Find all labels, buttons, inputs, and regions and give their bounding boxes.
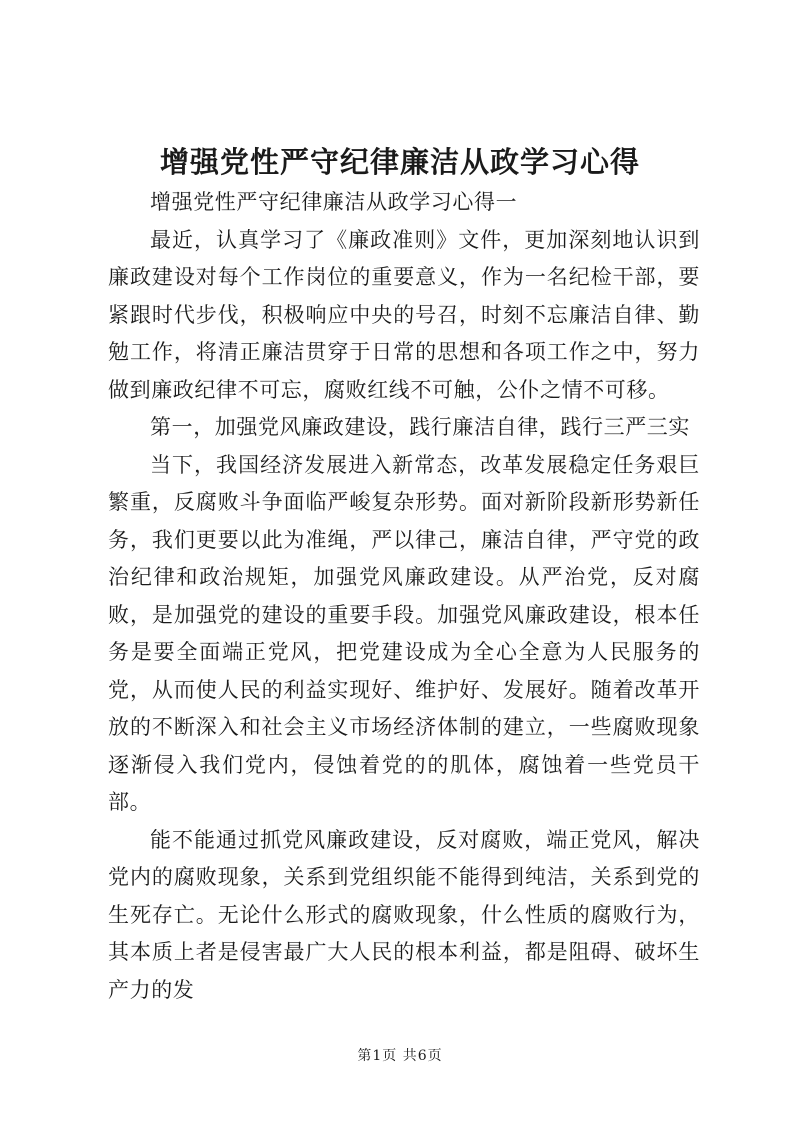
paragraph-section-heading: 第一，加强党风廉政建设，践行廉洁自律，践行三严三实 [150, 415, 690, 439]
paragraph-body: 能不能通过抓党风廉政建设，反对腐败，端正党风，解决党内的腐败现象，关系到党组织能不能得到纯洁，关系到党的生死存亡。无论什么形式的腐败现象，什么性质的腐败行为，其本质上者是侵害最广大人民的根本利益，都是阻碍、破坏生产力的发 [108, 827, 700, 1002]
paragraph-subtitle: 增强党性严守纪律廉洁从政学习心得一 [150, 190, 518, 214]
paragraph-body: 当下，我国经济发展进入新常态，改革发展稳定任务艰巨繁重，反腐败斗争面临严峻复杂形势。面对新阶段新形势新任务，我们更要以此为准绳，严以律己，廉洁自律，严守党的政治纪律和政治规矩，加强党风廉政建设。从严治党，反对腐败，是加强党的建设的重要手段。加强党风廉政建设，根本任务是要全面端正党风，把党建设成为全心全意为人民服务的党，从而使人民的利益实现好、维护好、发展好。随着改革开放的不断深入和社会主义市场经济体制的建立，一些腐败现象逐渐侵入我们党内，侵蚀着党的的肌体，腐蚀着一些党员干部。 [108, 452, 700, 814]
document-body [108, 184, 700, 1009]
page-number-footer: 第1页 共6页 [357, 1048, 443, 1064]
paragraph-intro: 最近，认真学习了《廉政准则》文件，更加深刻地认识到廉政建设对每个工作岗位的重要意义，作为一名纪检干部，要紧跟时代步伐，积极响应中央的号召，时刻不忘廉洁自律、勤勉工作，将清正廉洁贯穿于日常的思想和各项工作之中，努力做到廉政纪律不可忘，腐败红线不可触，公仆之情不可移。 [108, 227, 700, 402]
document-title: 增强党性严守纪律廉洁从政学习心得 [159, 145, 640, 179]
